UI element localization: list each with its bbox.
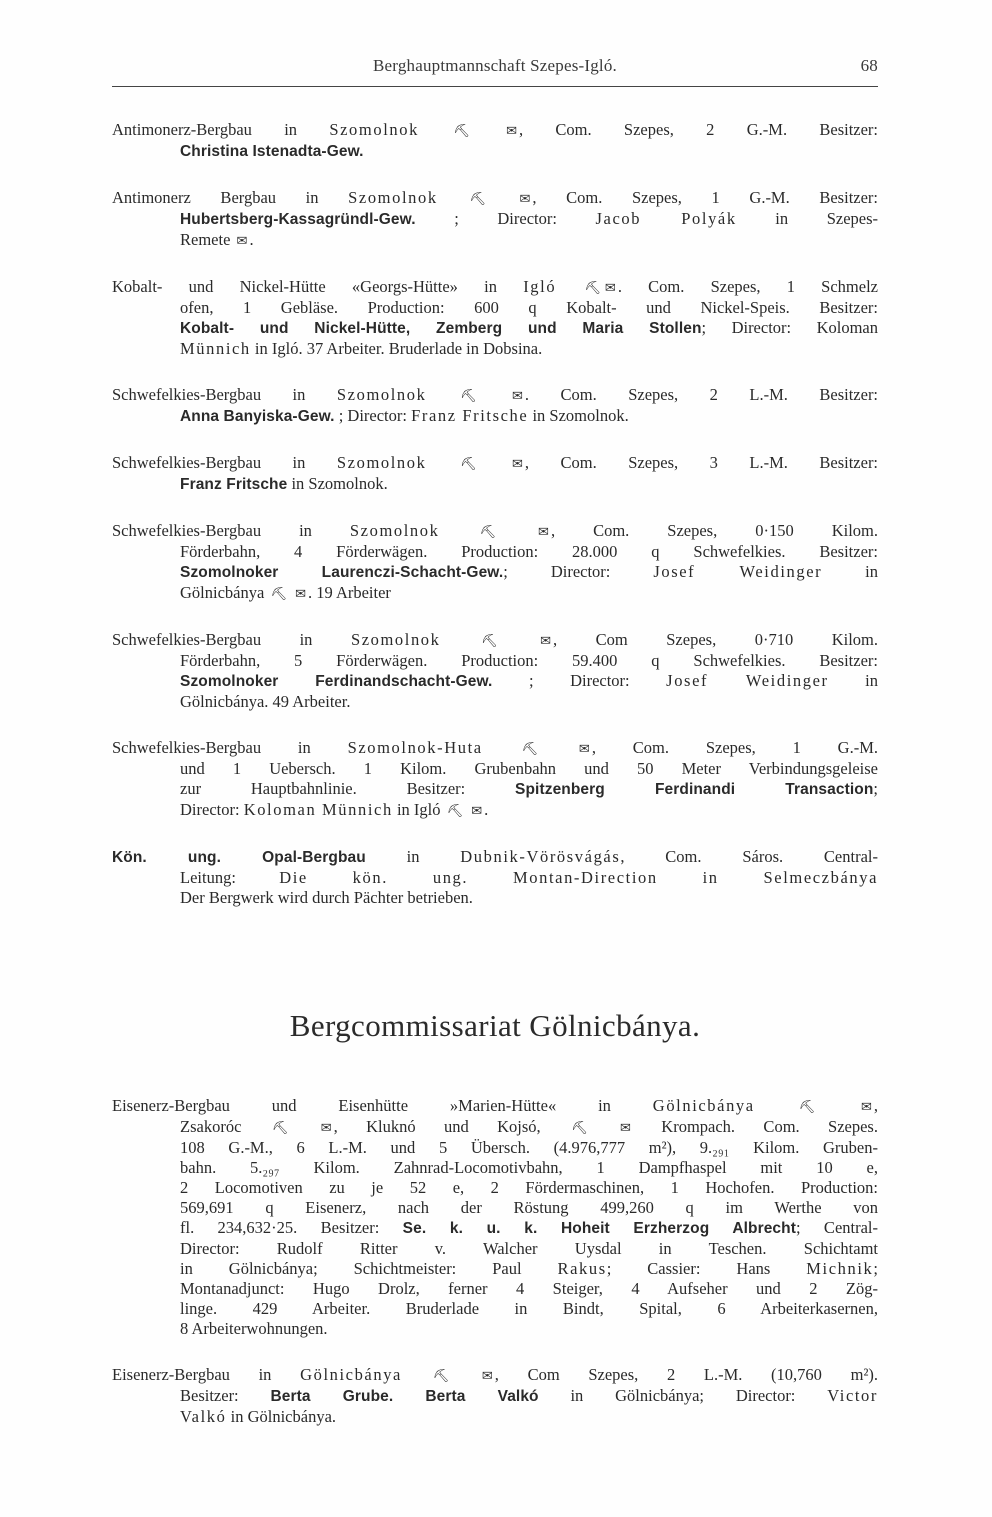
- text-run: . 19 Arbeiter: [307, 583, 391, 602]
- spaced-name: Igló: [523, 277, 557, 296]
- text-run: Director: Rudolf Ritter v. Walcher Uysdal in Teschen. Schichtamt: [180, 1239, 878, 1258]
- owner-name: Berta Grube. Berta Valkó: [270, 1388, 539, 1405]
- text-run: .: [249, 230, 254, 249]
- entry-line: [112, 1386, 878, 1407]
- directory-entry: [112, 120, 878, 162]
- text-run: [451, 1365, 480, 1384]
- spaced-name: Valkó: [180, 1407, 227, 1426]
- text-run: [439, 521, 477, 540]
- entry-line: [112, 692, 878, 712]
- post-office-icon: ✉: [236, 233, 248, 248]
- entry-line: [112, 339, 878, 359]
- owner-name: Kön. ung. Opal-Bergbau: [112, 849, 366, 866]
- owner-name: Christina Istenadta-Gew.: [180, 143, 364, 160]
- railway-station-icon: ⛏: [571, 1120, 588, 1135]
- owner-name: Se. k. u. k. Hoheit Erzherzog Albrecht: [402, 1220, 796, 1237]
- spaced-name: Michnik: [806, 1259, 874, 1278]
- post-office-icon: ✉: [860, 1099, 872, 1114]
- text-run: ; Cassier: Hans: [606, 1259, 807, 1278]
- entry-line: [112, 521, 878, 542]
- owner-name: Hubertsberg-Kassagründl-Gew.: [180, 211, 416, 228]
- text-run: fl. 234,632·25. Besitzer:: [180, 1218, 403, 1237]
- spaced-name: Szomolnok: [336, 385, 427, 404]
- text-run: , Com. Szepes, 2 G.-M. Besitzer:: [518, 120, 878, 139]
- text-run: ; Director:: [415, 209, 596, 228]
- text-run: [556, 277, 582, 296]
- owner-name: Szomolnoker Laurenczi-Schacht-Gew.: [180, 564, 504, 581]
- text-run: Schwefelkies-Bergbau in: [112, 521, 350, 540]
- entry-line: [112, 1299, 878, 1319]
- text-run: linge. 429 Arbeiter. Bruderlade in Bindt, Spital, 6 Arbeiterkasernen,: [180, 1299, 878, 1318]
- railway-station-icon: ⛏: [469, 191, 486, 206]
- text-run: ofen, 1 Gebläse. Production: 600 q Kobalt- und Nickel-Speis. Besitzer:: [180, 298, 878, 317]
- text-run: . Com. Szepes, 1 Schmelz: [617, 277, 878, 296]
- railway-station-icon: ⛏: [446, 803, 464, 818]
- text-run: zur Hauptbahnlinie. Besitzer:: [180, 779, 516, 798]
- entry-line: [112, 759, 878, 779]
- text-run: , Com. Sáros. Central-: [620, 847, 878, 866]
- spaced-name: Szomolnok: [349, 521, 440, 540]
- entry-line: [112, 868, 878, 888]
- text-run: Kobalt- und Nickel-Hütte «Georgs-Hütte» in: [112, 277, 524, 296]
- spaced-name: Szomolnok: [348, 188, 438, 207]
- post-office-icon: ✉: [538, 524, 549, 539]
- spaced-name: Die kön. ung. Montan-Direction in Selmeczbánya: [279, 868, 878, 887]
- post-office-icon: ✉: [604, 280, 616, 295]
- entry-line: [112, 630, 878, 651]
- spaced-name: Josef Weidinger: [666, 671, 829, 690]
- text-run: Schwefelkies-Bergbau in: [112, 738, 348, 757]
- text-run: [817, 1096, 859, 1115]
- entry-line: [112, 671, 878, 692]
- entry-line: [112, 1096, 878, 1117]
- directory-entry: [112, 1365, 878, 1427]
- text-run: , Com Szepes, 0·710 Kilom.: [553, 630, 878, 649]
- directory-entry: [112, 738, 878, 821]
- text-run: Antimonerz Bergbau in: [112, 188, 349, 207]
- railway-station-icon: ⛏: [270, 586, 287, 601]
- text-run: ; Director: Koloman: [701, 318, 878, 337]
- text-run: [402, 1365, 431, 1384]
- directory-entry: [112, 847, 878, 908]
- entry-line: [112, 1319, 878, 1339]
- entry-line: [112, 562, 878, 583]
- text-run: Förderbahn, 4 Förderwägen. Production: 28.000 q Schwefelkies. Besitzer:: [180, 542, 878, 561]
- text-run: [441, 630, 480, 649]
- spaced-name: Franz Fritsche: [411, 406, 529, 425]
- text-run: Schwefelkies-Bergbau in: [112, 453, 337, 472]
- text-run: [500, 630, 539, 649]
- text-run: , Com. Szepes, 3 L.-M. Besitzer:: [524, 453, 878, 472]
- text-run: Besitzer:: [180, 1386, 271, 1405]
- text-run: [465, 800, 469, 819]
- text-run: , Kluknó und Kojsó,: [333, 1117, 570, 1136]
- entry-line: [112, 1259, 878, 1279]
- text-run: Schwefelkies-Bergbau in: [112, 630, 351, 649]
- entry-line: [112, 888, 878, 908]
- text-run: [426, 385, 458, 404]
- entry-line: [112, 1239, 878, 1259]
- owner-name: Anna Banyiska-Gew.: [180, 408, 335, 425]
- entry-line: [112, 474, 878, 495]
- text-run: in Igló. 37 Arbeiter. Bruderlade in Dobsina.: [250, 339, 543, 358]
- text-run: Leitung:: [180, 868, 280, 887]
- text-run: [590, 1117, 618, 1136]
- post-office-icon: ✉: [619, 1120, 631, 1135]
- railway-station-icon: ⛏: [481, 633, 498, 648]
- post-office-icon: ✉: [519, 191, 531, 206]
- text-run: Gölnicbánya. 49 Arbeiter.: [180, 692, 351, 711]
- spaced-name: Gölnicbánya: [300, 1365, 402, 1384]
- spaced-name: Rakus: [557, 1259, 607, 1278]
- text-run: in Gölnicbánya.: [226, 1407, 337, 1426]
- railway-station-icon: ⛏: [459, 456, 477, 471]
- entry-line: [112, 1138, 878, 1158]
- entry-line: [112, 406, 878, 427]
- text-run: 2 Locomotiven zu je 52 e, 2 Fördermaschinen, 1 Hochofen. Production:: [180, 1178, 878, 1197]
- text-run: in Szepes-: [736, 209, 878, 228]
- post-office-icon: ✉: [511, 388, 523, 403]
- header-rule: [112, 86, 878, 87]
- running-header: [112, 56, 878, 80]
- text-run: Schwefelkies-Bergbau in: [112, 385, 337, 404]
- text-run: , Com. Szepes, 0·150 Kilom.: [550, 521, 878, 540]
- post-office-icon: ✉: [471, 803, 483, 818]
- text-run: ; Director:: [334, 406, 412, 425]
- entries-section-2: [112, 1096, 878, 1427]
- directory-entry: [112, 521, 878, 604]
- entry-line: [112, 298, 878, 318]
- post-office-icon: ✉: [511, 456, 523, 471]
- owner-name: Szomolnoker Ferdinandschacht-Gew.: [180, 673, 493, 690]
- text-run: bahn. 5.₂₉₇ Kilom. Zahnrad-Locomotivbahn, 1 Dampfhaspel mit 10 e,: [180, 1158, 878, 1177]
- entry-line: [112, 1218, 878, 1239]
- text-run: in: [822, 562, 878, 581]
- text-run: ; Central-: [796, 1218, 878, 1237]
- directory-entry: [112, 453, 878, 495]
- text-run: in Gölnicbánya; Director:: [538, 1386, 828, 1405]
- post-office-icon: ✉: [320, 1120, 332, 1135]
- spaced-name: Szomolnok: [350, 630, 441, 649]
- text-run: in Gölnicbánya; Schichtmeister: Paul: [180, 1259, 558, 1278]
- spaced-name: Dubnik-Vörösvágás: [460, 847, 621, 866]
- directory-entry: [112, 1096, 878, 1339]
- section-title: Bergcommissariat Gölnicbánya.: [289, 1008, 701, 1043]
- text-run: 8 Arbeiterwohnungen.: [180, 1319, 328, 1338]
- text-run: ; Director:: [503, 562, 654, 581]
- entry-line: [112, 542, 878, 562]
- text-run: ; Director:: [492, 671, 667, 690]
- text-run: ,: [873, 1096, 878, 1115]
- post-office-icon: ✉: [578, 741, 590, 756]
- entry-line: [112, 277, 878, 298]
- text-run: [290, 1117, 318, 1136]
- header-title: Berghauptmannschaft Szepes-Igló.: [372, 56, 618, 75]
- text-run: [438, 188, 468, 207]
- text-run: [483, 738, 520, 757]
- owner-name: Franz Fritsche: [180, 476, 288, 493]
- entry-line: [112, 651, 878, 671]
- railway-station-icon: ⛏: [521, 741, 539, 756]
- text-run: in Szomolnok.: [287, 474, 388, 493]
- entry-line: [112, 1198, 878, 1218]
- text-run: ;: [873, 1259, 878, 1278]
- text-run: Eisenerz-Bergbau und Eisenhütte »Marien-Hütte« in: [112, 1096, 653, 1115]
- spaced-name: Gölnicbánya: [652, 1096, 755, 1115]
- text-run: Gölnicbánya: [180, 583, 269, 602]
- text-run: [755, 1096, 797, 1115]
- entry-line: [112, 453, 878, 474]
- post-office-icon: ✉: [540, 633, 551, 648]
- railway-station-icon: ⛏: [432, 1368, 450, 1383]
- text-run: und 1 Uebersch. 1 Kilom. Grubenbahn und 50 Meter Verbindungsgeleise: [180, 759, 878, 778]
- entry-line: [112, 120, 878, 141]
- text-run: Antimonerz-Bergbau in: [112, 120, 330, 139]
- text-run: in: [828, 671, 878, 690]
- text-run: in Igló: [392, 800, 445, 819]
- spaced-name: Koloman Münnich: [243, 800, 393, 819]
- entry-line: [112, 188, 878, 209]
- railway-station-icon: ⛏: [459, 388, 477, 403]
- text-run: Remete: [180, 230, 235, 249]
- entries-section-1: [112, 120, 878, 908]
- text-run: [478, 453, 510, 472]
- text-run: , Com. Szepes, 1 G.-M.: [591, 738, 878, 757]
- entry-line: [112, 779, 878, 800]
- text-run: 108 G.-M., 6 L.-M. und 5 Übersch. (4.976,777 m²), 9.₂₉₁ Kilom. Gruben-: [180, 1138, 878, 1157]
- text-run: Krompach. Com. Szepes.: [632, 1117, 878, 1136]
- owner-name: Spitzenberg Ferdinandi Transaction: [515, 781, 874, 798]
- text-run: . Com. Szepes, 2 L.-M. Besitzer:: [524, 385, 878, 404]
- text-run: Director:: [180, 800, 244, 819]
- entry-line: [112, 1117, 878, 1138]
- spaced-name: Victor: [827, 1386, 878, 1405]
- post-office-icon: ✉: [295, 586, 306, 601]
- railway-station-icon: ⛏: [798, 1099, 816, 1114]
- entry-line: [112, 141, 878, 162]
- text-run: in: [365, 847, 461, 866]
- text-run: 569,691 q Eisenerz, nach der Röstung 499,260 q im Werthe von: [180, 1198, 878, 1217]
- text-run: Der Bergwerk wird durch Pächter betrieben.: [180, 888, 473, 907]
- railway-station-icon: ⛏: [479, 524, 497, 539]
- spaced-name: Josef Weidinger: [653, 562, 823, 581]
- entry-line: [112, 738, 878, 759]
- post-office-icon: ✉: [506, 123, 517, 138]
- entry-line: [112, 847, 878, 868]
- directory-entry: [112, 277, 878, 359]
- spaced-name: Szomolnok-Huta: [347, 738, 483, 757]
- post-office-icon: ✉: [481, 1368, 493, 1383]
- text-run: Förderbahn, 5 Förderwägen. Production: 59.400 q Schwefelkies. Besitzer:: [180, 651, 878, 670]
- spaced-name: Szomolnok: [329, 120, 419, 139]
- text-run: .: [484, 800, 489, 819]
- text-run: [498, 521, 536, 540]
- entry-line: [112, 1158, 878, 1178]
- text-run: Zsakoróc: [180, 1117, 270, 1136]
- railway-station-icon: ⛏: [271, 1120, 289, 1135]
- owner-name: Kobalt- und Nickel-Hütte, Zemberg und Maria Stollen: [180, 320, 702, 337]
- text-run: Montanadjunct: Hugo Drolz, ferner 4 Steiger, 4 Aufseher und 2 Zög-: [180, 1279, 878, 1298]
- text-run: [426, 453, 458, 472]
- spaced-name: Jacob Polyák: [595, 209, 737, 228]
- entry-line: [112, 1178, 878, 1198]
- text-run: ;: [873, 779, 878, 798]
- railway-station-icon: ⛏: [584, 280, 601, 295]
- text-run: Eisenerz-Bergbau in: [112, 1365, 301, 1384]
- entry-line: [112, 1279, 878, 1299]
- text-run: [419, 120, 451, 139]
- spaced-name: Szomolnok: [336, 453, 427, 472]
- entry-line: [112, 230, 878, 251]
- page-number: 68: [860, 56, 878, 75]
- directory-entry: [112, 385, 878, 427]
- entry-line: [112, 1365, 878, 1386]
- entry-line: [112, 318, 878, 339]
- directory-entry: [112, 630, 878, 712]
- entry-line: [112, 800, 878, 821]
- text-run: [289, 583, 293, 602]
- text-run: in Szomolnok.: [528, 406, 629, 425]
- railway-station-icon: ⛏: [453, 123, 470, 138]
- entry-line: [112, 1407, 878, 1427]
- entry-line: [112, 385, 878, 406]
- entry-line: [112, 583, 878, 604]
- entry-line: [112, 209, 878, 230]
- spaced-name: Münnich: [180, 339, 251, 358]
- text-run: [540, 738, 577, 757]
- text-run: , Com. Szepes, 1 G.-M. Besitzer:: [532, 188, 878, 207]
- text-run: [478, 385, 510, 404]
- text-run: , Com Szepes, 2 L.-M. (10,760 m²).: [494, 1365, 878, 1384]
- text-run: [488, 188, 518, 207]
- text-run: [472, 120, 504, 139]
- directory-entry: [112, 188, 878, 251]
